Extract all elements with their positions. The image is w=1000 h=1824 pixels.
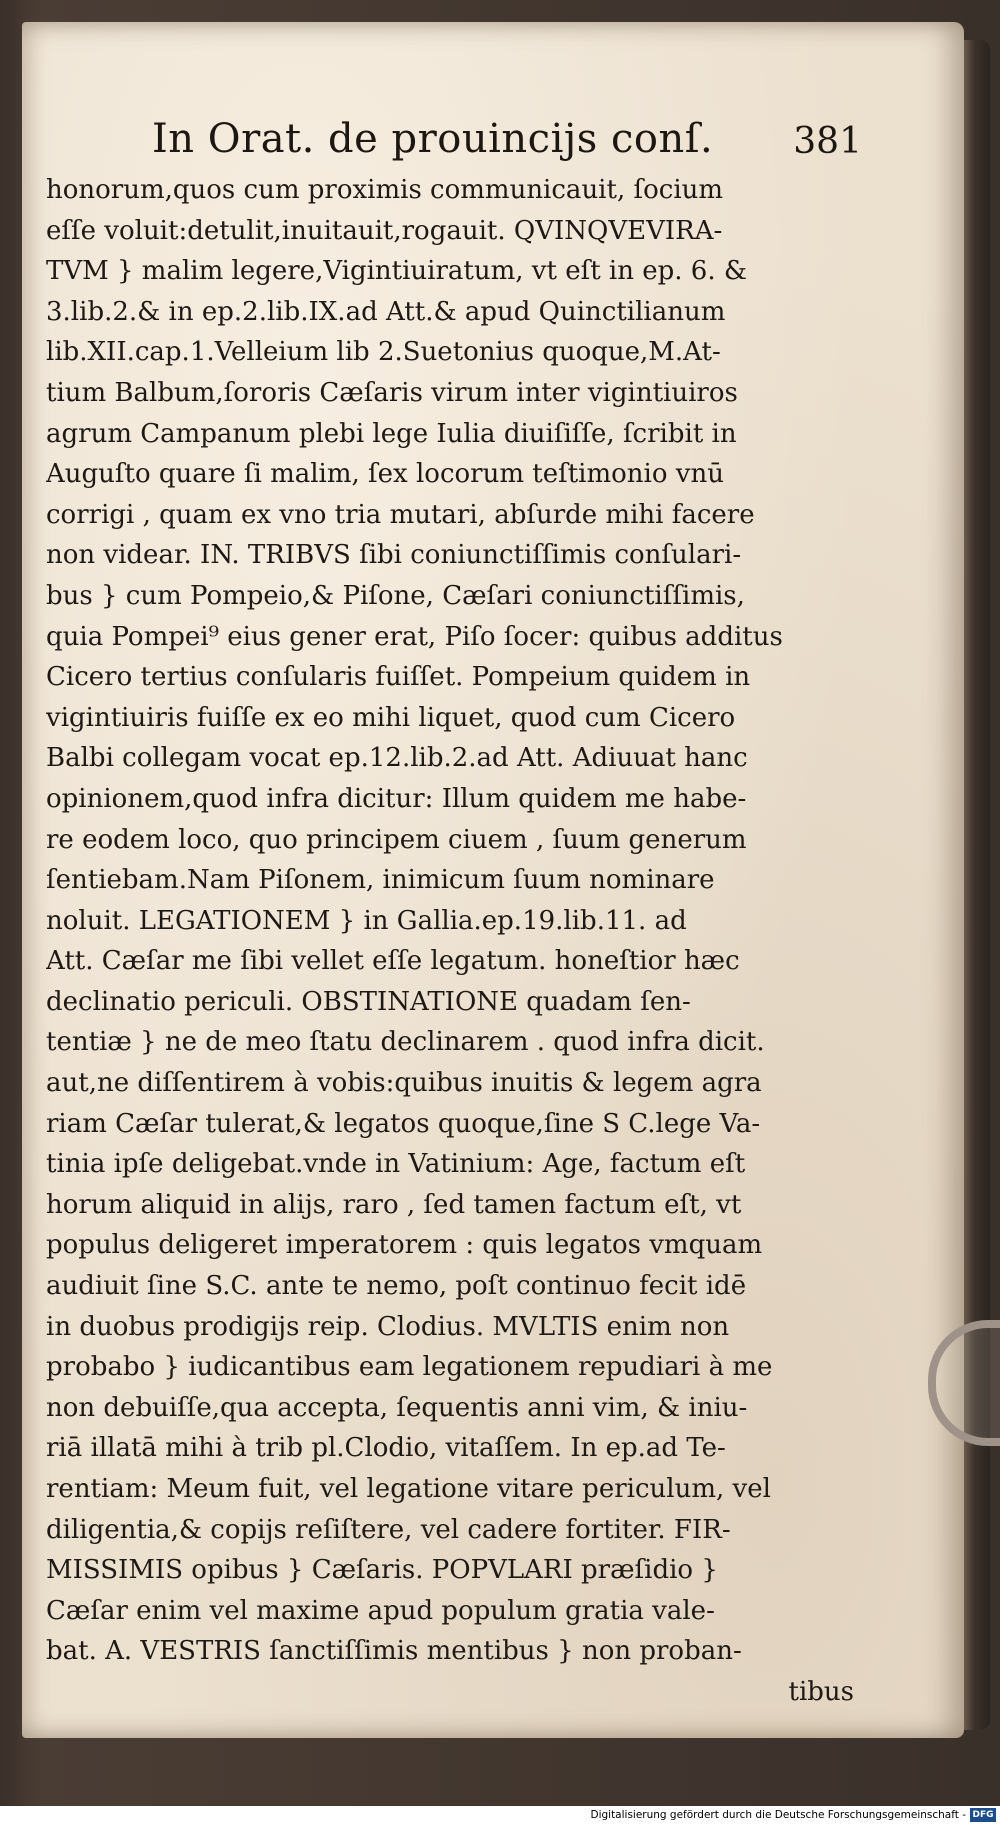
text-line: noluit. LEGATIONEM } in Gallia.ep.19.lib.11. ad — [46, 905, 687, 936]
text-line: tinia ipſe deligebat.vnde in Vatinium: Age, factum eſt — [46, 1149, 746, 1180]
text-line: quia Pompei⁹ eius gener erat, Piſo ſocer: quibus additus — [46, 621, 783, 652]
text-line: riā illatā mihi à trib pl.Clodio, vitaſſem. In ep.ad Te- — [46, 1433, 726, 1464]
text-line: opinionem,quod infra dicitur: Illum quidem me habe- — [46, 783, 747, 814]
text-line: re eodem loco, quo principem ciuem , ſuum generum — [46, 824, 747, 855]
text-line: tium Balbum,ſororis Cæſaris virum inter vigintiuiros — [46, 377, 738, 408]
text-line: Att. Cæſar me ſibi vellet eſſe legatum. honeſtior hæc — [46, 946, 740, 977]
digitization-credit: Digitalisierung gefördert durch die Deutsche Forschungsgemeinschaft - — [590, 1809, 966, 1821]
text-line: lib.XII.cap.1.Velleium lib 2.Suetonius quoque,M.At- — [46, 337, 721, 368]
page-edge — [964, 40, 990, 1730]
text-line: agrum Campanum plebi lege Iulia diuiſiſſe, ſcribit in — [46, 418, 737, 449]
page-header — [152, 104, 862, 162]
text-line: TVM } malim legere,Vigintiuiratum, vt eſt in ep. 6. & — [46, 256, 748, 287]
text-line: declinatio periculi. OBSTINATIONE quadam ſen- — [46, 986, 691, 1017]
text-line: corrigi , quam ex vno tria mutari, abſurde mihi facere — [46, 499, 755, 530]
text-line: audiuit ſine S.C. ante te nemo, poſt continuo fecit idē — [46, 1271, 747, 1302]
running-title: In Orat. de prouincijs conſ. — [152, 116, 714, 162]
body-text — [46, 170, 854, 1713]
text-line: bat. A. VESTRIS ſanctiſſimis mentibus } non proban- — [46, 1636, 742, 1667]
catchword: tibus — [788, 1676, 854, 1707]
text-line: vigintiuiris fuiſſe ex eo mihi liquet, quod cum Cicero — [46, 702, 736, 733]
dfg-logo-icon: DFG — [970, 1808, 996, 1822]
text-line: non debuiſſe,qua accepta, ſequentis anni vim, & iniu- — [46, 1392, 748, 1423]
text-line: horum aliquid in alijs, raro , ſed tamen factum eſt, vt — [46, 1189, 742, 1220]
text-line: rentiam: Meum fuit, vel legatione vitare periculum, vel — [46, 1474, 771, 1504]
text-line: Cæſar enim vel maxime apud populum gratia vale- — [46, 1595, 715, 1626]
text-line: eſſe voluit:detulit,inuitauit,rogauit. QVINQVEVIRA- — [46, 215, 723, 246]
text-line: aut,ne diſſentirem à vobis:quibus inuitis & legem agra — [46, 1068, 762, 1099]
text-line: Balbi collegam vocat ep.12.lib.2.ad Att. Adiuuat hanc — [46, 743, 748, 774]
text-line: populus deligeret imperatorem : quis legatos vmquam — [46, 1230, 763, 1261]
digitization-footer — [0, 1806, 1000, 1824]
text-line: riam Cæſar tulerat,& legatos quoque,ſine S C.lege Va- — [46, 1108, 761, 1139]
page-number: 381 — [793, 121, 862, 162]
text-line: probabo } iudicantibus eam legationem repudiari à me — [46, 1352, 773, 1383]
text-line: ſentiebam.Nam Piſonem, inimicum ſuum nominare — [46, 865, 715, 896]
catchword-line — [46, 1672, 854, 1713]
text-line: 3.lib.2.& in ep.2.lib.IX.ad Att.& apud Quinctilianum — [46, 296, 726, 327]
text-line: honorum,quos cum proximis communicauit, ſocium — [46, 175, 724, 205]
text-line: Cicero tertius conſularis fuiſſet. Pompeium quidem in — [46, 662, 751, 693]
text-line: diligentia,& copijs reſiſtere, vel cadere fortiter. FIR- — [46, 1514, 731, 1545]
book-page — [22, 22, 964, 1738]
text-line: in duobus prodigijs reip. Clodius. MVLTIS enim non — [46, 1311, 730, 1342]
text-line: non videar. IN. TRIBVS ſibi coniunctiſſimis conſulari- — [46, 540, 742, 571]
text-line: MISSIMIS opibus } Cæſaris. POPVLARI præſidio } — [46, 1555, 718, 1586]
text-line: tentiæ } ne de meo ſtatu declinarem . quod infra dicit. — [46, 1027, 765, 1058]
text-line: bus } cum Pompeio,& Piſone, Cæſari coniunctiſſimis, — [46, 580, 745, 611]
text-line: Auguſto quare ſi malim, ſex locorum teſtimonio vnū — [46, 459, 724, 490]
